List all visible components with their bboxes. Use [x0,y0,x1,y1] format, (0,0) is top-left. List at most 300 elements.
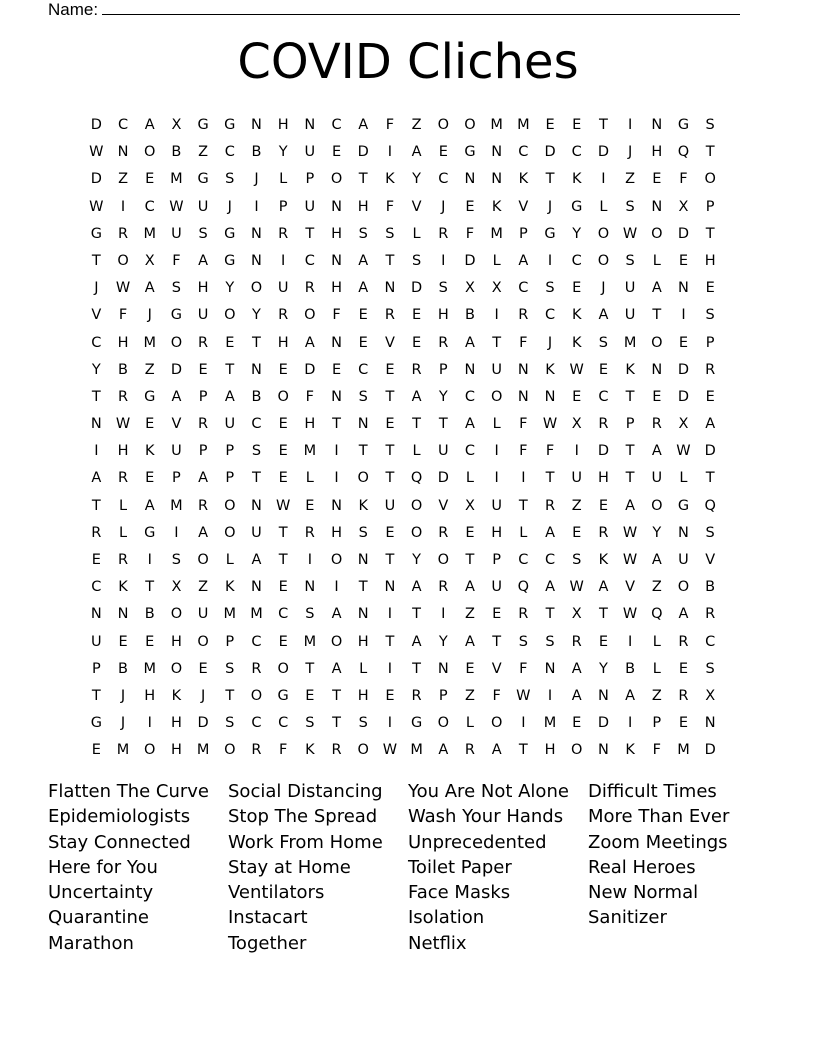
grid-letter: U [491,579,502,596]
grid-letter: H [277,117,289,133]
grid-letter: T [332,416,341,433]
grid-letter: D [197,715,209,732]
grid-letter: N [357,552,369,568]
grid-letter: H [437,307,449,324]
grid-letter: R [278,225,289,242]
grid-letter: A [411,144,422,161]
name-blank-line [102,0,740,15]
grid-letter: M [490,117,503,133]
grid-letter: T [358,443,368,460]
grid-letter: Y [91,361,101,378]
grid-letter: R [518,606,529,623]
grid-letter: J [120,715,126,732]
grid-letter: W [516,687,531,704]
grid-letter: L [652,633,661,650]
name-label: Name: [48,0,99,19]
grid-letter: S [545,633,555,650]
grid-letter: I [334,470,339,487]
grid-letter: T [705,225,715,242]
grid-letter: A [651,280,662,297]
grid-letter: W [569,361,584,378]
grid-letter: F [545,443,555,460]
grid-letter: M [517,117,530,133]
grid-letter: A [144,117,155,133]
grid-letter: I [387,606,393,623]
grid-letter: A [598,579,609,596]
grid-letter: R [411,687,422,704]
grid-letter: N [251,225,262,242]
grid-letter: H [357,633,369,650]
grid-letter: A [358,280,369,297]
grid-letter: O [224,524,236,541]
grid-letter: V [625,579,636,596]
grid-letter: J [200,687,206,704]
grid-letter: P [438,687,448,704]
grid-letter: T [492,633,502,650]
grid-letter: E [438,144,448,161]
grid-letter: J [547,198,553,215]
grid-letter: L [118,524,128,541]
grid-letter: A [625,497,636,514]
grid-letter: H [331,524,342,541]
grid-letter: O [651,225,663,242]
grid-letter: U [571,470,583,487]
grid-letter: B [251,388,262,405]
grid-letter: C [144,198,155,215]
grid-letter: M [223,606,237,623]
grid-letter: T [412,606,422,623]
grid-letter: R [91,524,102,541]
grid-letter: O [704,171,716,188]
grid-letter: Z [118,171,128,188]
grid-letter: M [196,742,210,759]
grid-letter: F [305,388,315,405]
grid-letter: N [304,579,316,596]
grid-letter: E [278,361,288,378]
grid-letter: N [517,361,529,378]
grid-letter: P [438,361,448,378]
grid-letter: S [171,552,182,568]
grid-letter: A [224,388,235,405]
word-list-item: Social Distancing [228,781,383,802]
grid-letter: G [144,524,156,541]
grid-letter: S [385,225,395,242]
grid-letter: N [597,742,609,759]
grid-letter: T [145,579,155,596]
grid-letter: O [224,307,236,324]
grid-letter: J [627,144,633,161]
grid-letter: F [332,307,341,324]
puzzle-title: COVID Cliches [237,34,579,90]
grid-letter: T [385,388,395,405]
grid-letter: P [705,334,715,351]
grid-letter: N [331,497,342,514]
grid-letter: I [601,171,606,188]
grid-letter: K [118,579,128,596]
grid-letter: R [198,497,209,514]
grid-letter: T [598,117,608,133]
grid-letter: Y [572,225,582,242]
word-list-item: Stay Connected [48,831,191,853]
grid-letter: M [143,334,156,351]
grid-letter: A [198,252,209,269]
grid-letter: P [492,552,502,568]
grid-letter: N [304,117,316,133]
grid-letter: Z [465,687,475,704]
grid-letter: W [89,144,104,161]
grid-letter: X [678,198,689,215]
grid-letter: P [198,388,208,405]
grid-letter: H [304,416,316,433]
grid-letter: U [251,524,262,541]
grid-letter: E [198,361,208,378]
grid-letter: V [705,552,716,568]
grid-letter: P [172,470,181,487]
grid-letter: O [597,225,610,242]
grid-letter: O [330,633,343,650]
word-list-item: Sanitizer [588,907,667,929]
grid-letter: L [599,198,608,215]
grid-letter: A [331,660,342,677]
grid-letter: F [172,252,181,269]
grid-letter: E [145,171,155,188]
grid-letter: R [384,307,395,324]
grid-letter: E [572,715,582,732]
grid-letter: S [358,524,368,541]
grid-letter: K [144,443,155,460]
grid-letter: E [572,117,582,133]
grid-letter: G [170,307,183,324]
word-list-item: Real Heroes [588,856,696,878]
grid-letter: M [143,660,156,677]
grid-letter: A [651,552,662,568]
grid-letter: N [678,280,689,297]
grid-letter: O [464,117,476,133]
grid-letter: Y [225,280,235,297]
grid-letter: A [304,334,315,351]
grid-letter: P [518,225,528,242]
grid-letter: B [118,361,128,378]
grid-letter: S [705,117,715,133]
grid-letter: E [278,633,288,650]
grid-letter: C [518,144,529,161]
grid-letter: O [170,334,183,351]
grid-letter: S [705,524,715,541]
grid-letter: N [117,606,129,623]
grid-letter: J [547,334,553,351]
grid-letter: K [385,171,395,188]
grid-letter: Z [651,687,662,704]
grid-letter: O [437,552,449,568]
grid-letter: C [705,633,716,650]
grid-letter: E [492,606,502,623]
grid-letter: U [197,198,209,215]
grid-letter: N [90,416,102,433]
grid-letter: U [171,225,182,242]
grid-letter: E [572,524,582,541]
grid-letter: P [625,416,635,433]
grid-letter: E [412,334,422,351]
grid-row [83,194,724,221]
grid-letter: O [410,524,423,541]
grid-letter: C [251,633,262,650]
grid-letter: D [677,361,690,378]
grid-letter: A [198,524,209,541]
grid-letter: T [225,361,235,378]
grid-letter: E [572,280,582,297]
grid-letter: I [627,633,633,650]
grid-letter: T [652,307,662,324]
word-list-item: Isolation [408,907,485,929]
grid-letter: A [144,280,155,297]
grid-letter: E [278,470,288,487]
grid-letter: B [251,144,262,161]
grid-letter: Y [412,552,422,568]
grid-letter: M [250,606,263,623]
grid-letter: I [547,687,553,704]
grid-letter: H [597,470,609,487]
grid-letter: I [574,443,579,460]
grid-letter: O [437,715,449,732]
grid-letter: O [277,388,289,405]
grid-letter: R [464,742,475,759]
word-list-item: Zoom Meetings [588,831,728,853]
grid-letter: J [441,198,446,215]
grid-letter: D [677,225,690,242]
grid-letter: Z [625,171,636,188]
grid-letter: D [90,171,102,188]
grid-letter: O [410,497,423,514]
grid-letter: U [304,198,316,215]
grid-letter: E [278,416,288,433]
grid-letter: N [251,497,262,514]
grid-letter: W [382,742,398,759]
grid-letter: A [198,470,209,487]
grid-letter: N [117,144,129,161]
grid-letter: R [117,388,129,405]
grid-letter: J [254,171,259,188]
grid-letter: N [544,660,556,677]
grid-letter: F [519,443,528,460]
grid-letter: T [358,579,368,596]
grid-letter: R [438,524,449,541]
grid-row [83,166,724,193]
grid-letter: S [411,252,422,269]
grid-letter: H [170,742,182,759]
grid-letter: N [437,660,449,677]
grid-letter: H [197,280,209,297]
grid-letter: K [571,171,582,188]
grid-letter: J [147,307,152,324]
grid-row [83,520,724,547]
grid-row [83,411,724,438]
grid-letter: W [569,579,584,596]
grid-letter: U [678,552,689,568]
grid-letter: T [385,552,395,568]
grid-letter: B [464,307,475,324]
grid-letter: F [278,742,288,759]
word-list-item: Stay at Home [228,856,351,878]
grid-letter: L [305,470,314,487]
grid-letter: O [277,660,289,677]
grid-letter: F [465,225,475,242]
grid-letter: K [358,497,368,514]
grid-letter: D [597,144,609,161]
grid-letter: K [571,307,582,324]
grid-letter: T [305,660,315,677]
grid-letter: M [143,225,156,242]
grid-row [83,221,724,248]
grid-letter: G [224,117,236,133]
grid-letter: E [412,307,422,324]
grid-letter: T [278,552,288,568]
word-list [48,779,768,956]
grid-letter: O [250,280,263,297]
grid-letter: S [545,280,555,297]
grid-letter: P [278,198,288,215]
grid-letter: R [251,742,262,759]
grid-letter: C [571,252,582,269]
grid-letter: N [251,579,262,596]
grid-letter: J [120,687,126,704]
grid-letter: I [174,524,179,541]
grid-letter: X [491,280,502,297]
grid-letter: A [465,579,475,596]
grid-row [83,275,724,302]
grid-letter: N [517,388,529,405]
grid-letter: C [438,171,449,188]
grid-letter: L [225,552,234,568]
grid-letter: P [305,171,315,188]
grid-letter: I [387,660,393,677]
grid-letter: N [651,117,663,133]
grid-letter: P [225,470,235,487]
word-list-item: Here for You [48,856,158,878]
grid-letter: G [197,117,209,133]
grid-letter: R [411,361,422,378]
grid-letter: A [438,742,449,759]
grid-letter: S [358,388,368,405]
grid-letter: S [625,252,635,269]
grid-letter: H [331,225,342,242]
grid-letter: F [385,198,395,215]
grid-letter: Z [651,579,662,596]
grid-letter: T [545,470,555,487]
grid-letter: F [118,307,128,324]
grid-letter: O [437,117,449,133]
grid-letter: E [465,198,475,215]
grid-letter: N [704,715,716,732]
grid-letter: U [171,443,182,460]
grid-letter: O [117,252,129,269]
grid-letter: E [598,497,608,514]
grid-letter: R [705,606,716,623]
grid-letter: O [571,742,583,759]
grid-letter: N [357,416,369,433]
grid-letter: D [677,388,690,405]
grid-letter: H [117,443,129,460]
grid-letter: Z [465,606,475,623]
grid-letter: E [678,715,689,732]
grid-letter: Z [144,361,155,378]
grid-letter: F [652,742,661,759]
word-list-item: New Normal [588,882,699,904]
grid-letter: K [491,198,502,215]
grid-letter: S [305,715,315,732]
grid-letter: S [198,225,208,242]
word-list-item: More Than Ever [588,806,730,828]
grid-row [83,547,724,574]
grid-letter: R [598,524,609,541]
grid-letter: U [197,606,209,623]
grid-letter: H [170,715,182,732]
grid-letter: N [544,388,556,405]
grid-letter: H [357,198,369,215]
grid-letter: T [492,334,502,351]
grid-letter: I [521,715,526,732]
grid-letter: G [464,144,476,161]
grid-letter: O [304,307,316,324]
grid-letter: U [91,633,102,650]
grid-letter: R [198,334,209,351]
grid-row [83,574,724,601]
grid-letter: R [117,225,129,242]
grid-letter: S [518,633,528,650]
grid-letter: N [464,171,476,188]
grid-letter: Y [438,388,448,405]
grid-letter: A [651,443,662,460]
grid-letter: V [384,334,395,351]
grid-letter: R [544,497,556,514]
grid-letter: S [705,660,715,677]
grid-row [83,737,724,764]
grid-letter: E [545,117,555,133]
grid-letter: C [278,606,289,623]
grid-letter: E [198,660,208,677]
grid-letter: T [252,470,261,487]
grid-letter: M [410,742,423,759]
grid-letter: C [91,334,102,351]
grid-letter: A [144,497,155,514]
grid-letter: E [385,361,395,378]
grid-letter: A [598,307,609,324]
grid-letter: I [441,252,446,269]
grid-letter: H [331,280,342,297]
word-list-item: Difficult Times [588,781,717,802]
grid-letter: O [197,633,209,650]
grid-letter: T [625,388,635,405]
grid-letter: T [278,524,288,541]
grid-letter: D [170,361,182,378]
grid-letter: Y [412,171,422,188]
grid-letter: C [544,307,556,324]
grid-letter: I [387,715,393,732]
grid-letter: N [651,198,663,215]
grid-letter: J [601,280,606,297]
grid-letter: R [251,660,262,677]
grid-letter: O [490,715,503,732]
grid-letter: O [170,606,183,623]
grid-letter: O [224,742,236,759]
grid-letter: Y [652,524,662,541]
grid-letter: R [331,742,342,759]
grid-letter: E [358,334,368,351]
grid-letter: U [651,470,663,487]
grid-letter: U [491,497,502,514]
grid-letter: W [622,225,638,242]
grid-letter: A [465,334,475,351]
grid-letter: S [358,225,368,242]
